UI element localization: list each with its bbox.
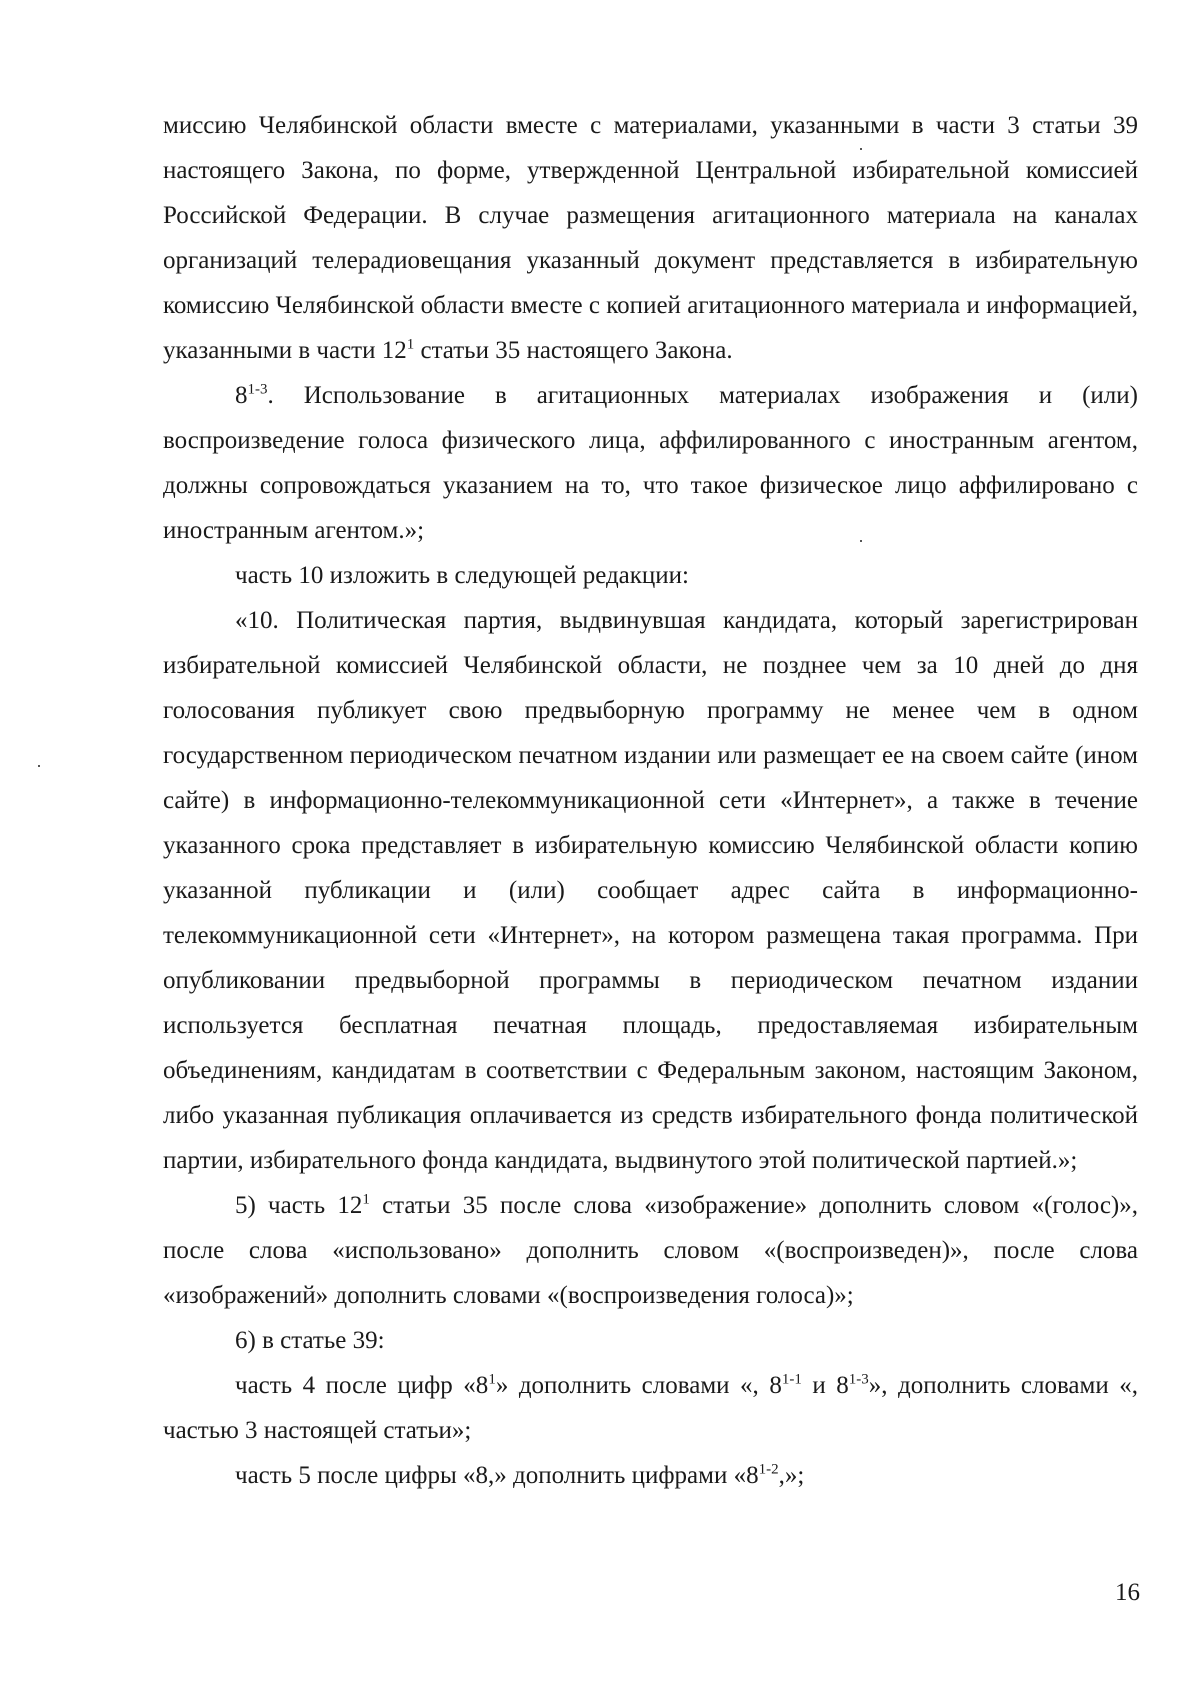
paragraph bbox=[163, 598, 1138, 1183]
paragraph bbox=[163, 1453, 1138, 1498]
paragraph bbox=[163, 103, 1138, 373]
paragraph bbox=[163, 553, 1138, 598]
text-run: и 8 bbox=[801, 1372, 849, 1399]
superscript: 1-1 bbox=[781, 1371, 802, 1388]
text-run: . Использование в агитационных материалах изображения и (или) воспроизведение голоса физического лица, аффилированного с иностранным агентом, должны сопровождаться указанием на то, что такое физическое лицо аффилировано с иностранным агентом.»; bbox=[163, 382, 1138, 544]
text-run: 5) часть 12 bbox=[235, 1192, 363, 1219]
paragraph bbox=[163, 1318, 1138, 1363]
text-run: статьи 35 настоящего Закона. bbox=[414, 337, 733, 364]
scan-speck bbox=[860, 148, 862, 150]
superscript: 1 bbox=[406, 336, 415, 353]
text-run: », дополнить словами «, частью 3 настоящей статьи»; bbox=[163, 1372, 1139, 1444]
document-body bbox=[163, 103, 1138, 1498]
superscript: 1-2 bbox=[758, 1461, 779, 1478]
paragraph bbox=[163, 1183, 1138, 1318]
page-number: 16 bbox=[1115, 1579, 1140, 1606]
text-run: ,»; bbox=[778, 1462, 805, 1489]
superscript: 1 bbox=[488, 1371, 496, 1388]
text-run: часть 4 после цифр «8 bbox=[235, 1372, 489, 1399]
superscript: 1-3 bbox=[247, 381, 268, 398]
text-run: «10. Политическая партия, выдвинувшая кандидата, который зарегистрирован избирательной комиссией Челябинской области, не позднее чем за 10 дней до дня голосования публикует свою предвыборную программу не менее чем в одном государственном периодическом печатном издании или размещает ее на своем сайте (ином сайте) в информационно-телекоммуникационной сети «Интернет», а также в течение указанного срока представляет в избирательную комиссию Челябинской области копию указанной публикации и (или) сообщает адрес сайта в информационно-телекоммуникационной сети «Интернет», на котором размещена такая программа. При опубликовании предвыборной программы в периодическом печатном издании используется бесплатная печатная площадь, предоставляемая избирательным объединениям, кандидатам в соответствии с Федеральным законом, настоящим Законом, либо указанная публикация оплачивается из средств избирательного фонда политической партии, избирательного фонда кандидата, выдвинутого этой политической партией.»; bbox=[163, 607, 1138, 1174]
text-run: статьи 35 после слова «изображение» дополнить словом «(голос)», после слова «использовано» дополнить словом «(воспроизведен)», после слова «изображений» дополнить словами «(воспроизведения голоса)»; bbox=[163, 1192, 1138, 1309]
text-run: часть 10 изложить в следующей редакции: bbox=[235, 562, 690, 589]
text-run: часть 5 после цифры «8,» дополнить цифрами «8 bbox=[235, 1462, 759, 1489]
text-run: миссию Челябинской области вместе с материалами, указанными в части 3 статьи 39 настоящего Закона, по форме, утвержденной Центральной избирательной комиссией Российской Федерации. В случае размещения агитационного материала на каналах организаций телерадиовещания указанный документ представляется в избирательную комиссию Челябинской области вместе с копией агитационного материала и информацией, указанными в части 12 bbox=[163, 112, 1138, 364]
scan-speck bbox=[38, 765, 40, 767]
text-run: 8 bbox=[235, 382, 248, 409]
superscript: 1 bbox=[362, 1191, 370, 1208]
scan-speck bbox=[860, 540, 862, 542]
text-run: » дополнить словами «, 8 bbox=[495, 1372, 782, 1399]
paragraph bbox=[163, 1363, 1138, 1453]
superscript: 1-3 bbox=[848, 1371, 869, 1388]
paragraph bbox=[163, 373, 1138, 553]
text-run: 6) в статье 39: bbox=[235, 1327, 385, 1354]
